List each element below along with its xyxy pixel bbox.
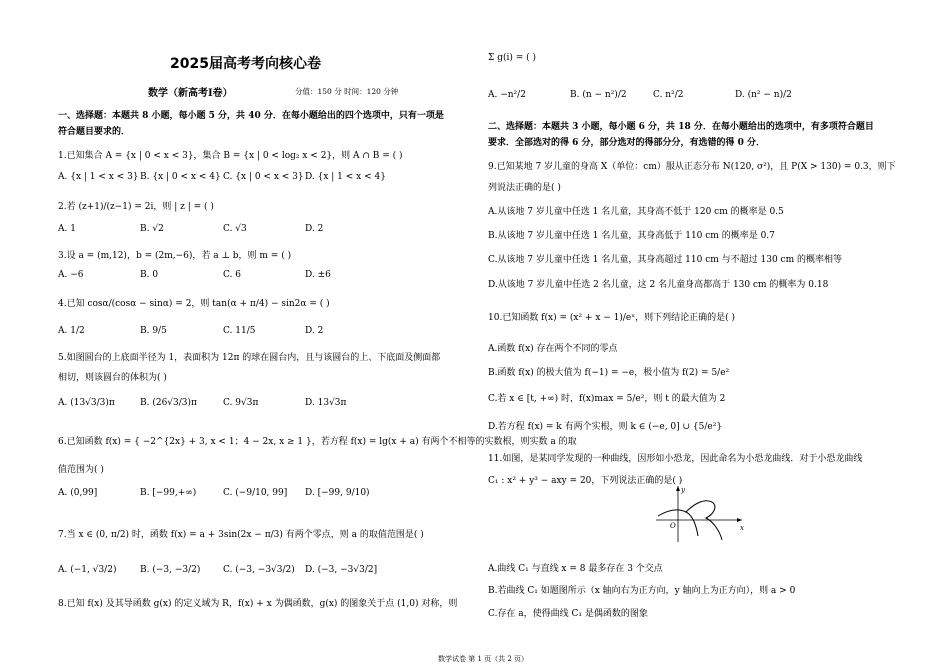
- q8-option-c: C. n²/2: [653, 90, 684, 100]
- q4-option-d: D. 2: [305, 326, 324, 336]
- q9-option-c: C.从该地 7 岁儿童中任选 1 名儿童，其身高超过 110 cm 与不超过 130 cm 的概率相等: [488, 255, 842, 265]
- q9-stem-2: 列说法正确的是( ): [488, 183, 561, 193]
- q6-stem-1: 6.已知函数 f(x) = { −2^{2x} + 3, x < 1；4 − 2x, x ≥ 1 }，若方程 f(x) = lg(x + a) 有两个不相等的实数根，则实数 a 的取: [58, 437, 577, 447]
- q11-stem-2: C₁ : x² + y³ − axy = 20，下列说法正确的是( ): [488, 476, 683, 486]
- section1-heading-2: 符合题目要求的．: [58, 127, 131, 137]
- section2-heading-2: 要求．全部选对的得 6 分，部分选对的得部分分，有选错的得 0 分．: [488, 138, 766, 148]
- y-axis-label: y: [681, 486, 685, 494]
- q10-option-b: B.函数 f(x) 的极大值为 f(−1) = −e，极小值为 f(2) = 5/e²: [488, 368, 730, 378]
- q2-option-d: D. 2: [305, 224, 324, 234]
- q8-option-d: D. (n² − n)/2: [735, 90, 792, 100]
- paper-title: 2025届高考考向核心卷: [170, 56, 321, 72]
- q6-option-c: C. (−9/10, 99]: [223, 488, 288, 498]
- x-axis-label: x: [740, 524, 744, 532]
- q1-stem: 1.已知集合 A = {x | 0 < x < 3}，集合 B = {x | 0 < log₂ x < 2}，则 A ∩ B = ( ): [58, 151, 403, 161]
- q11-option-b: B.若曲线 C₁ 如题图所示（x 轴向右为正方向，y 轴向上为正方向），则 a > 0: [488, 586, 796, 596]
- q1-option-a: A. {x | 1 < x < 3}: [58, 172, 139, 182]
- q6-option-d: D. [−99, 9/10): [305, 488, 370, 498]
- q3-option-a: A. −6: [58, 270, 84, 280]
- q7-option-d: D. (−3, −3√3/2]: [305, 565, 378, 575]
- origin-label: O: [670, 522, 676, 530]
- q7-option-b: B. (−3, −3/2): [140, 565, 201, 575]
- q6-option-b: B. [−99,+∞): [140, 488, 197, 498]
- q3-stem: 3.设 a = (m,12)，b = (2m,−6)，若 a ⊥ b，则 m = ( ): [58, 251, 292, 261]
- q2-option-a: A. 1: [58, 224, 76, 234]
- q10-option-c: C.若 x ∈ [t, +∞) 时，f(x)max = 5/e²，则 t 的最大值为 2: [488, 394, 726, 404]
- q4-option-b: B. 9/5: [140, 326, 167, 336]
- q5-option-b: B. (26√3/3)π: [140, 398, 197, 408]
- section2-heading-1: 二、选择题：本题共 3 小题，每小题 6 分，共 18 分．在每小题给出的选项中，有多项符合题目: [488, 122, 874, 132]
- q9-option-a: A.从该地 7 岁儿童中任选 1 名儿童，其身高不低于 120 cm 的概率是 0.5: [488, 207, 784, 217]
- q8-option-b: B. (n − n²)/2: [570, 90, 627, 100]
- q8-option-a: A. −n²/2: [488, 90, 526, 100]
- q1-option-d: D. {x | 1 < x < 4}: [305, 172, 386, 182]
- q10-stem: 10.已知函数 f(x) = (x² + x − 1)/eˣ，则下列结论正确的是( ): [488, 313, 735, 323]
- q6-option-a: A. (0,99]: [58, 488, 98, 498]
- q5-stem-2: 相切，则该圆台的体积为( ): [58, 373, 167, 383]
- q4-option-a: A. 1/2: [58, 326, 85, 336]
- q11-option-a: A.曲线 C₁ 与直线 x = 8 最多存在 3 个交点: [488, 564, 663, 574]
- dinosaur-curve-figure: [656, 484, 746, 547]
- q9-option-d: D.从该地 7 岁儿童中任选 2 名儿童，这 2 名儿童身高都高于 130 cm 的概率为 0.18: [488, 280, 829, 290]
- x-axis-arrow: [737, 518, 742, 522]
- q5-option-a: A. (13√3/3)π: [58, 398, 115, 408]
- q5-option-c: C. 9√3π: [223, 398, 259, 408]
- q11-stem-1: 11.如图，是某同学发现的一种曲线，因形如小恐龙，因此命名为小恐龙曲线．对于小恐龙曲线: [488, 454, 863, 464]
- q7-option-c: C. (−3, −3√3/2): [223, 565, 295, 575]
- q7-stem: 7.当 x ∈ (0, π/2) 时，函数 f(x) = a + 3sin(2x − π/3) 有两个零点，则 a 的取值范围是( ): [58, 530, 424, 540]
- q3-option-d: D. ±6: [305, 270, 331, 280]
- q2-stem: 2.若 (z+1)/(z−1) = 2i，则 | z | = ( ): [58, 202, 214, 212]
- q4-stem: 4.已知 cosα/(cosα − sinα) = 2，则 tan(α + π/4) − sin2α = ( ): [58, 299, 330, 309]
- q6-stem-2: 值范围为( ): [58, 465, 104, 475]
- q5-option-d: D. 13√3π: [305, 398, 347, 408]
- q4-option-c: C. 11/5: [223, 326, 256, 336]
- q10-option-d: D.若方程 f(x) = k 有两个实根，则 k ∈ (−e, 0] ∪ {5/e²}: [488, 422, 723, 432]
- q1-option-c: C. {x | 0 < x < 3}: [223, 172, 304, 182]
- q5-stem-1: 5.如图圆台的上底面半径为 1，表面积为 12π 的球在圆台内，且与该圆台的上、下底面及侧面都: [58, 353, 441, 363]
- q9-option-b: B.从该地 7 岁儿童中任选 1 名儿童，其身高低于 110 cm 的概率是 0.7: [488, 231, 775, 241]
- y-axis-arrow: [676, 486, 680, 491]
- section1-heading-1: 一、选择题：本题共 8 小题，每小题 5 分，共 40 分．在每小题给出的四个选项中，只有一项是: [58, 111, 444, 121]
- q3-option-b: B. 0: [140, 270, 159, 280]
- q2-option-c: C. √3: [223, 224, 247, 234]
- q3-option-c: C. 6: [223, 270, 242, 280]
- dinosaur-curve-graph: [656, 484, 746, 544]
- q2-option-b: B. √2: [140, 224, 164, 234]
- q9-stem-1: 9.已知某地 7 岁儿童的身高 X（单位：cm）服从正态分布 N(120, σ²)，且 P(X > 130) = 0.3，则下: [488, 162, 896, 172]
- q8-stem-cont: Σ g(i) = ( ): [488, 53, 537, 63]
- q10-option-a: A.函数 f(x) 存在两个不同的零点: [488, 344, 618, 354]
- q7-option-a: A. (−1, √3/2): [58, 565, 117, 575]
- paper-meta: 分值：150 分 时间：120 分钟: [295, 87, 399, 96]
- paper-subtitle: 数学（新高考Ⅰ卷）: [148, 88, 233, 99]
- q1-option-b: B. {x | 0 < x < 4}: [140, 172, 221, 182]
- page-footer: 数学试卷 第 1 页（共 2 页）: [438, 655, 529, 663]
- q11-option-c: C.存在 a，使得曲线 C₁ 是偶函数的图象: [488, 609, 648, 619]
- q8-stem: 8.已知 f(x) 及其导函数 g(x) 的定义域为 R，f(x) + x 为偶函数，g(x) 的图象关于点 (1,0) 对称，则: [58, 599, 458, 609]
